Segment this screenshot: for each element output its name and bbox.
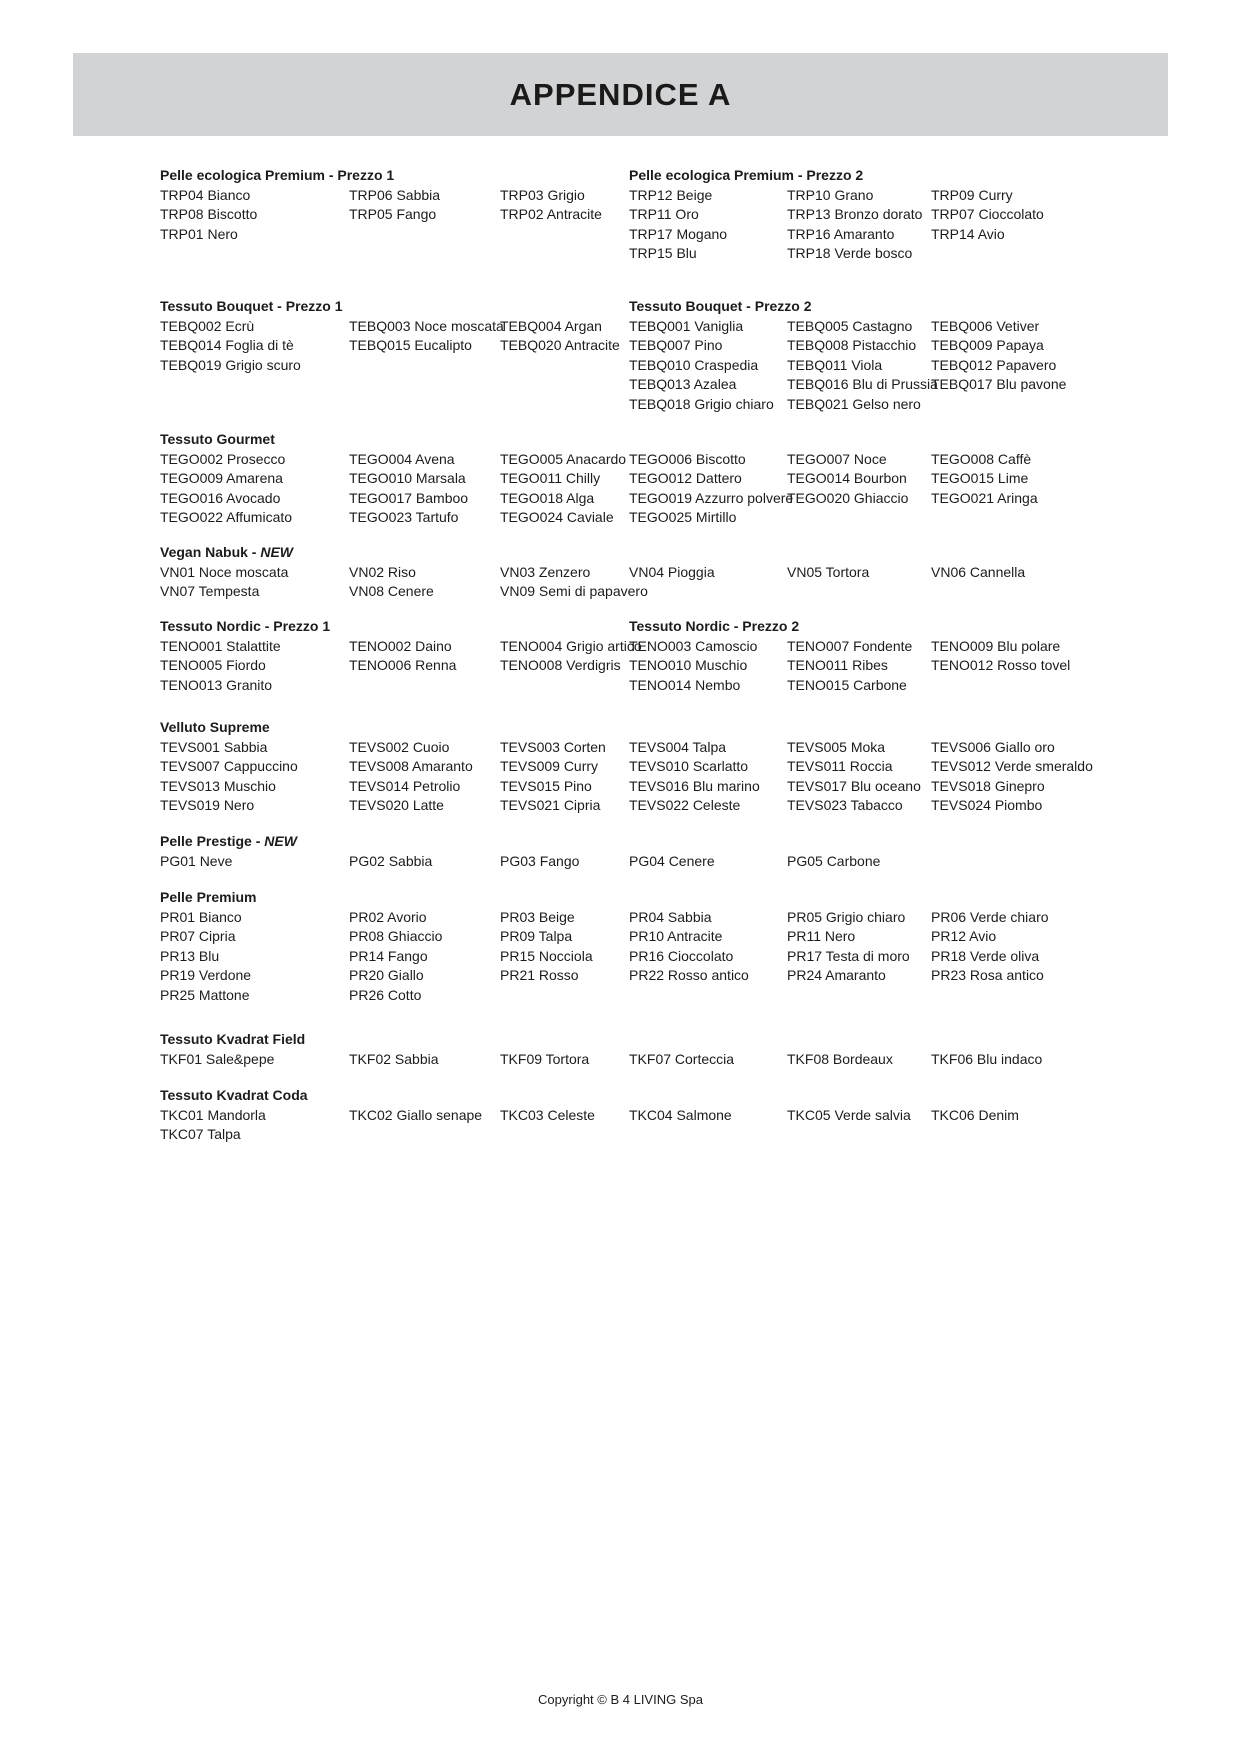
- color-code-entry: TKC04 Salmone: [629, 1106, 732, 1123]
- color-code-entry: PR02 Avorio: [349, 908, 427, 925]
- color-code-entry: PR21 Rosso: [500, 967, 579, 983]
- color-code-entry: TEBQ015 Eucalipto: [349, 337, 472, 353]
- color-code-entry: PR11 Nero: [787, 928, 856, 944]
- color-code-entry: VN03 Zenzero: [500, 563, 591, 580]
- color-code-entry: TKF09 Tortora: [500, 1050, 590, 1067]
- color-code-entry: TRP09 Curry: [931, 186, 1013, 203]
- new-badge: NEW: [260, 544, 294, 560]
- color-code-entry: TEBQ004 Argan: [500, 317, 602, 334]
- color-code-entry: TEGO024 Caviale: [500, 509, 614, 525]
- color-code-entry: TEGO015 Lime: [931, 470, 1029, 486]
- color-code-entry: TENO001 Stalattite: [160, 637, 281, 654]
- color-code-entry: PR23 Rosa antico: [931, 967, 1044, 983]
- color-code-entry: PR17 Testa di moro: [787, 947, 910, 964]
- color-code-entry: TEBQ021 Gelso nero: [787, 395, 921, 412]
- color-code-entry: TEBQ008 Pistacchio: [787, 337, 917, 353]
- color-code-entry: TEGO019 Azzurro polvere: [629, 489, 794, 506]
- color-code-entry: PR10 Antracite: [629, 928, 723, 944]
- color-code-entry: TRP16 Amaranto: [787, 225, 895, 242]
- color-code-entry: TENO004 Grigio artico: [500, 637, 642, 654]
- color-code-entry: PR25 Mattone: [160, 986, 250, 1003]
- color-code-entry: PR07 Cipria: [160, 928, 236, 944]
- color-code-entry: TEBQ018 Grigio chiaro: [629, 395, 774, 412]
- color-code-entry: TEGO022 Affumicato: [160, 509, 293, 525]
- color-code-entry: TENO010 Muschio: [629, 657, 748, 673]
- color-code-entry: PR19 Verdone: [160, 967, 252, 983]
- color-code-entry: TEBQ014 Foglia di tè: [160, 337, 294, 353]
- color-code-entry: TEVS011 Roccia: [787, 758, 893, 774]
- color-code-entry: TEGO002 Prosecco: [160, 450, 286, 467]
- color-code-entry: TEVS005 Moka: [787, 738, 886, 755]
- color-code-entry: TEGO004 Avena: [349, 450, 455, 467]
- color-code-entry: PR18 Verde oliva: [931, 947, 1040, 964]
- color-code-entry: TEBQ016 Blu di Prussia: [787, 376, 938, 392]
- color-code-entry: TEGO023 Tartufo: [349, 509, 459, 525]
- color-code-entry: VN07 Tempesta: [160, 583, 260, 599]
- color-code-entry: TKF01 Sale&pepe: [160, 1050, 275, 1067]
- color-code-entry: TEBQ002 Ecrù: [160, 317, 255, 334]
- color-code-entry: TENO012 Rosso tovel: [931, 657, 1071, 673]
- color-code-entry: TEVS024 Piombo: [931, 797, 1043, 813]
- color-code-entry: TENO014 Nembo: [629, 676, 741, 693]
- color-code-entry: TKC01 Mandorla: [160, 1106, 266, 1123]
- color-code-entry: TEGO025 Mirtillo: [629, 509, 737, 525]
- section-title: Tessuto Nordic - Prezzo 1: [160, 618, 331, 634]
- section-title: Pelle Premium: [160, 889, 257, 905]
- color-code-entry: TENO006 Renna: [349, 657, 457, 673]
- color-code-entry: TRP04 Bianco: [160, 186, 251, 203]
- color-code-entry: TENO009 Blu polare: [931, 637, 1061, 654]
- color-code-entry: TEGO017 Bamboo: [349, 489, 469, 506]
- color-code-entry: PR06 Verde chiaro: [931, 908, 1049, 925]
- color-code-entry: TRP18 Verde bosco: [787, 245, 913, 261]
- color-code-entry: VN08 Cenere: [349, 583, 434, 599]
- color-code-entry: TRP01 Nero: [160, 225, 238, 242]
- color-code-entry: TRP02 Antracite: [500, 206, 602, 222]
- color-code-entry: TKC03 Celeste: [500, 1106, 595, 1123]
- color-code-entry: TEVS023 Tabacco: [787, 797, 903, 813]
- section-title: Pelle ecologica Premium - Prezzo 1: [160, 167, 395, 183]
- color-code-entry: TEBQ011 Viola: [787, 356, 883, 373]
- color-code-entry: TEGO018 Alga: [500, 489, 595, 506]
- color-code-entry: PR24 Amaranto: [787, 967, 886, 983]
- color-code-entry: TEVS010 Scarlatto: [629, 758, 749, 774]
- color-code-entry: TEVS016 Blu marino: [629, 777, 760, 794]
- color-code-entry: TRP12 Beige: [629, 186, 713, 203]
- color-code-entry: TEVS017 Blu oceano: [787, 777, 921, 794]
- color-code-entry: TKF08 Bordeaux: [787, 1050, 893, 1067]
- color-code-entry: TEBQ012 Papavero: [931, 356, 1057, 373]
- color-code-entry: TRP03 Grigio: [500, 186, 585, 203]
- color-code-entry: TRP14 Avio: [931, 225, 1005, 242]
- color-code-entry: VN01 Noce moscata: [160, 563, 289, 580]
- section-title: Tessuto Bouquet - Prezzo 2: [629, 298, 812, 314]
- color-code-entry: TEVS002 Cuoio: [349, 738, 450, 755]
- color-code-entry: TEBQ003 Noce moscata: [349, 317, 504, 334]
- color-code-entry: TEBQ009 Papaya: [931, 337, 1044, 353]
- color-code-entry: TRP05 Fango: [349, 206, 437, 222]
- color-code-entry: TEGO009 Amarena: [160, 470, 283, 486]
- color-code-entry: TENO011 Ribes: [787, 657, 888, 673]
- color-code-entry: TEGO012 Dattero: [629, 470, 742, 486]
- color-code-entry: PR20 Giallo: [349, 967, 424, 983]
- color-code-entry: TEVS003 Corten: [500, 738, 606, 755]
- color-code-entry: TKF06 Blu indaco: [931, 1050, 1043, 1067]
- color-code-entry: TEVS006 Giallo oro: [931, 738, 1055, 755]
- color-code-entry: TKC05 Verde salvia: [787, 1106, 911, 1123]
- color-code-entry: TEVS007 Cappuccino: [160, 758, 298, 774]
- section-title: Vegan Nabuk - NEW: [160, 544, 294, 560]
- color-code-entry: TENO005 Fiordo: [160, 657, 266, 673]
- copyright-footer: Copyright © B 4 LIVING Spa: [538, 1692, 703, 1707]
- color-code-entry: TKC07 Talpa: [160, 1126, 241, 1142]
- color-code-entry: TRP07 Cioccolato: [931, 206, 1044, 222]
- color-code-entry: PR05 Grigio chiaro: [787, 908, 906, 925]
- color-code-entry: PG03 Fango: [500, 852, 580, 869]
- color-code-entry: TEVS001 Sabbia: [160, 738, 268, 755]
- color-code-entry: TKC02 Giallo senape: [349, 1106, 483, 1123]
- color-code-entry: TENO007 Fondente: [787, 637, 913, 654]
- color-code-entry: TEGO014 Bourbon: [787, 470, 907, 486]
- section-title: Tessuto Kvadrat Coda: [160, 1087, 308, 1103]
- color-code-entry: TEGO020 Ghiaccio: [787, 489, 909, 506]
- color-code-entry: TENO015 Carbone: [787, 676, 907, 693]
- color-code-entry: TRP08 Biscotto: [160, 206, 258, 222]
- color-code-entry: TRP06 Sabbia: [349, 186, 441, 203]
- color-code-entry: PR15 Nocciola: [500, 947, 593, 964]
- color-code-entry: TEVS021 Cipria: [500, 797, 601, 813]
- color-code-entry: TKF07 Corteccia: [629, 1050, 735, 1067]
- color-code-entry: TEBQ017 Blu pavone: [931, 376, 1067, 392]
- color-code-entry: PR03 Beige: [500, 908, 575, 925]
- color-code-entry: TEVS012 Verde smeraldo: [931, 758, 1093, 774]
- color-code-entry: TEBQ019 Grigio scuro: [160, 356, 301, 373]
- sections-container: [160, 0, 1215, 1200]
- color-code-entry: TEGO006 Biscotto: [629, 450, 746, 467]
- section-title: Pelle Prestige - NEW: [160, 833, 297, 849]
- color-code-entry: PR09 Talpa: [500, 928, 573, 944]
- section-title: Tessuto Nordic - Prezzo 2: [629, 618, 800, 634]
- section-title: Tessuto Gourmet: [160, 431, 275, 447]
- color-code-entry: TKF02 Sabbia: [349, 1050, 439, 1067]
- color-code-entry: VN02 Riso: [349, 563, 416, 580]
- color-code-entry: TEVS013 Muschio: [160, 777, 276, 794]
- color-code-entry: TEGO021 Aringa: [931, 489, 1038, 506]
- color-code-entry: TENO003 Camoscio: [629, 637, 758, 654]
- new-badge: NEW: [264, 833, 297, 849]
- color-code-entry: TRP10 Grano: [787, 186, 874, 203]
- color-code-entry: TRP11 Oro: [629, 206, 699, 222]
- color-code-entry: TEGO011 Chilly: [500, 470, 601, 486]
- color-code-entry: TEBQ005 Castagno: [787, 317, 913, 334]
- color-code-entry: VN05 Tortora: [787, 563, 870, 580]
- color-code-entry: PG05 Carbone: [787, 852, 881, 869]
- color-code-entry: TEBQ007 Pino: [629, 337, 723, 353]
- page-title: APPENDICE A: [509, 76, 732, 112]
- color-code-entry: VN06 Cannella: [931, 563, 1026, 580]
- color-code-entry: TEBQ010 Craspedia: [629, 356, 759, 373]
- color-code-entry: TENO013 Granito: [160, 676, 273, 693]
- color-code-entry: TEBQ020 Antracite: [500, 337, 620, 353]
- color-code-entry: PR13 Blu: [160, 947, 220, 964]
- color-code-entry: PR12 Avio: [931, 928, 997, 944]
- color-code-entry: TKC06 Denim: [931, 1106, 1019, 1123]
- color-code-entry: TENO008 Verdigris: [500, 657, 621, 673]
- color-code-entry: TRP15 Blu: [629, 245, 697, 261]
- color-code-entry: TRP17 Mogano: [629, 225, 728, 242]
- color-code-entry: TEGO008 Caffè: [931, 450, 1032, 467]
- color-code-entry: TEGO005 Anacardo: [500, 450, 627, 467]
- color-code-entry: PR22 Rosso antico: [629, 967, 749, 983]
- color-code-entry: VN09 Semi di papavero: [500, 583, 648, 599]
- color-code-entry: TEVS014 Petrolio: [349, 777, 461, 794]
- color-code-entry: TRP13 Bronzo dorato: [787, 206, 923, 222]
- color-code-entry: TEGO016 Avocado: [160, 489, 281, 506]
- section-title: Tessuto Bouquet - Prezzo 1: [160, 298, 343, 314]
- color-code-entry: TEBQ006 Vetiver: [931, 317, 1040, 334]
- color-code-entry: TEGO007 Noce: [787, 450, 887, 467]
- color-code-entry: PR08 Ghiaccio: [349, 928, 443, 944]
- color-code-entry: TEVS020 Latte: [349, 797, 444, 813]
- color-code-entry: TEGO010 Marsala: [349, 470, 466, 486]
- color-code-entry: PR01 Bianco: [160, 908, 242, 925]
- color-code-entry: TEVS019 Nero: [160, 797, 255, 813]
- section-title: Tessuto Kvadrat Field: [160, 1031, 306, 1047]
- section-title: Pelle ecologica Premium - Prezzo 2: [629, 167, 864, 183]
- color-code-entry: PG01 Neve: [160, 852, 233, 869]
- color-code-entry: PR14 Fango: [349, 947, 428, 964]
- color-code-entry: TENO002 Daino: [349, 637, 452, 654]
- color-code-entry: PR04 Sabbia: [629, 908, 712, 925]
- color-code-entry: PG04 Cenere: [629, 852, 715, 869]
- color-code-entry: VN04 Pioggia: [629, 563, 715, 580]
- color-code-entry: PR26 Cotto: [349, 986, 422, 1003]
- color-code-entry: TEBQ001 Vaniglia: [629, 317, 744, 334]
- color-code-entry: TEVS018 Ginepro: [931, 777, 1045, 794]
- color-code-entry: TEVS008 Amaranto: [349, 758, 473, 774]
- color-code-entry: TEVS022 Celeste: [629, 797, 741, 813]
- color-code-entry: TEVS015 Pino: [500, 777, 592, 794]
- color-code-entry: PR16 Cioccolato: [629, 947, 734, 964]
- color-code-entry: TEVS004 Talpa: [629, 738, 727, 755]
- color-code-entry: PG02 Sabbia: [349, 852, 433, 869]
- section-title: Velluto Supreme: [160, 719, 270, 735]
- color-code-entry: TEBQ013 Azalea: [629, 376, 737, 392]
- color-code-entry: TEVS009 Curry: [500, 758, 599, 774]
